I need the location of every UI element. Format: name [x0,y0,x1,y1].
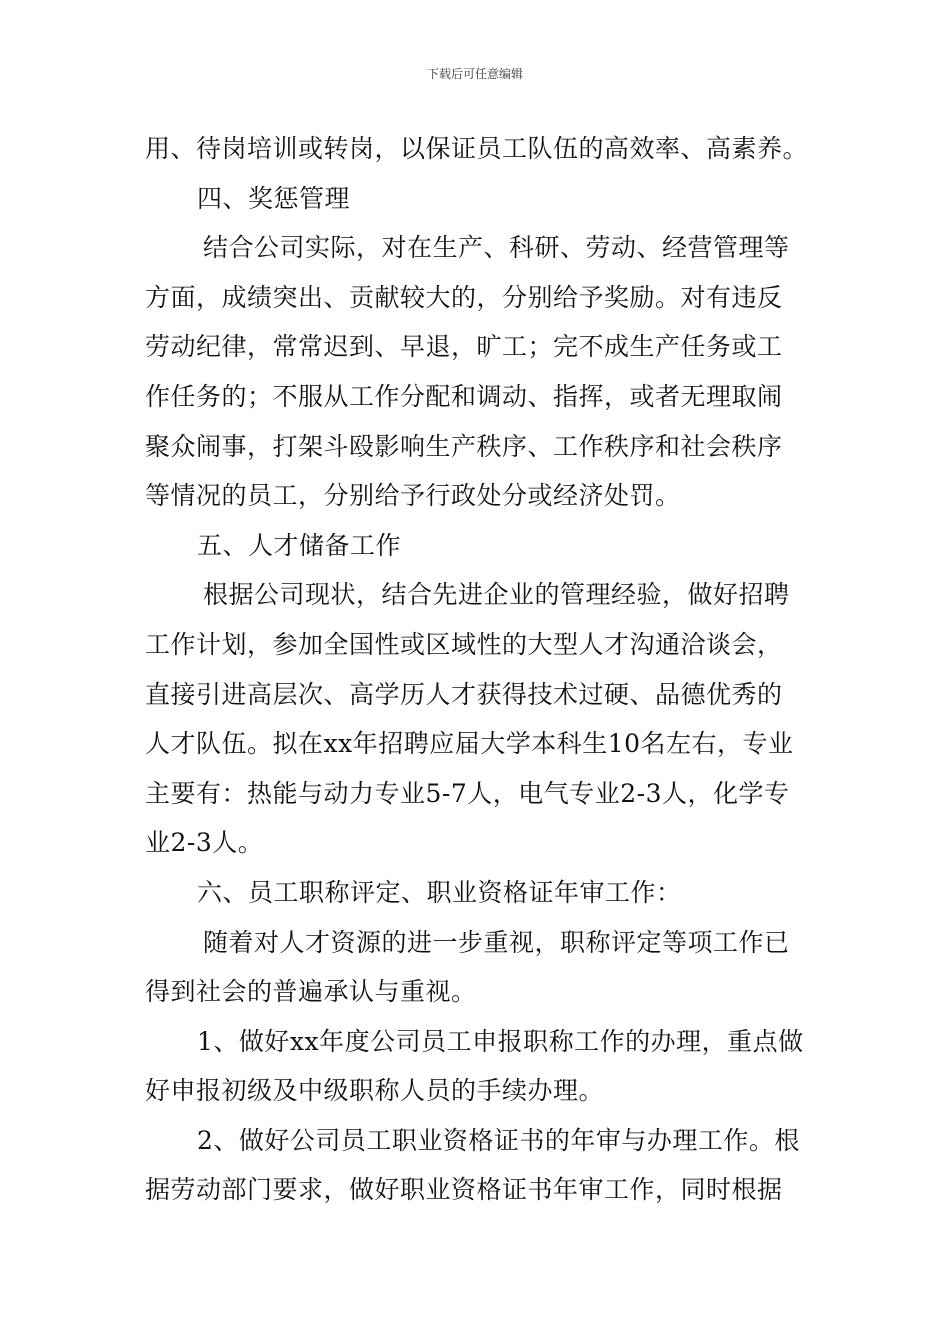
paragraph-start: 结合公司实际，对在生产、科研、劳动、经营管理等 [203,233,790,263]
list-item-2: 2、做好公司员工职业资格证书的年审与办理工作。根 [197,1125,800,1155]
paragraph-start: 随着对人才资源的进一步重视，职称评定等项工作已 [203,927,790,957]
section-heading: 六、员工职称评定、职业资格证年审工作： [197,877,682,907]
text-line: 据劳动部门要求，做好职业资格证书年审工作，同时根据 [145,1175,783,1205]
paragraph-start: 根据公司现状，结合先进企业的管理经验，做好招聘 [203,580,790,610]
text-line: 用、待岗培训或转岗，以保证员工队伍的高效率、高素养。 [145,134,809,163]
text-line: 劳动纪律，常常迟到、早退，旷工；完不成生产任务或工 [145,332,783,362]
text-line: 主要有：热能与动力专业5-7人，电气专业2-3人，化学专 [145,778,790,808]
text-line: 工作计划，参加全国性或区域性的大型人才沟通洽谈会， [145,629,783,659]
document-body [145,124,810,1215]
text-line: 人才队伍。拟在xx年招聘应届大学本科生10名左右，专业 [145,729,794,759]
page-header: 下载后可任意编辑 [426,67,523,81]
text-line: 作任务的；不服从工作分配和调动、指挥，或者无理取闹 [145,381,783,411]
text-line: 直接引进高层次、高学历人才获得技术过硬、品德优秀的 [145,679,783,709]
text-line: 好申报初级及中级职称人员的手续办理。 [145,1076,605,1106]
section-heading: 四、奖惩管理 [197,183,351,213]
text-line: 方面，成绩突出、贡献较大的，分别给予奖励。对有违反 [145,282,783,312]
text-line: 得到社会的普遍承认与重视。 [145,977,477,1007]
text-line: 聚众闹事，打架斗殴影响生产秩序、工作秩序和社会秩序 [145,431,783,461]
list-item-1: 1、做好xx年度公司员工申报职称工作的办理，重点做 [197,1026,804,1056]
section-heading: 五、人才储备工作 [197,530,402,560]
text-line: 等情况的员工，分别给予行政处分或经济处罚。 [145,481,681,511]
text-line: 业2-3人。 [145,828,264,858]
